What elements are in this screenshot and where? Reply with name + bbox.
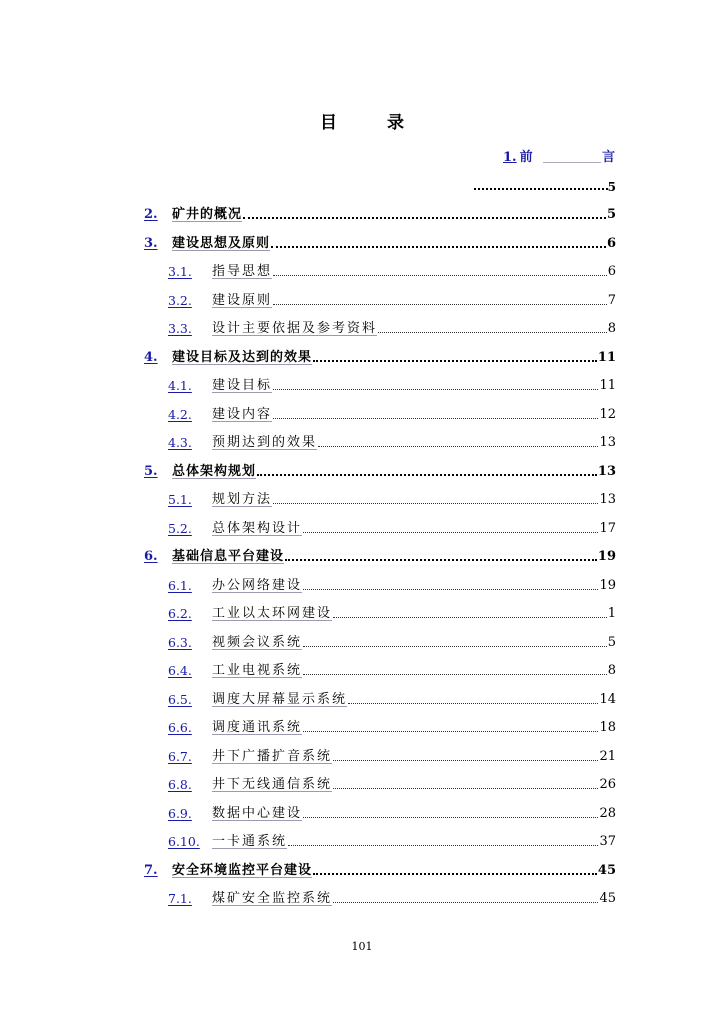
toc-entry-page: 5 — [607, 635, 616, 650]
dot-leader — [285, 559, 597, 561]
toc-entry-title[interactable]: 建设目标及达到的效果 — [172, 350, 313, 365]
toc-entry-title[interactable]: 建设目标 — [212, 378, 273, 393]
toc-entry[interactable] — [144, 229, 616, 253]
toc-entry-title[interactable]: 安全环境监控平台建设 — [172, 863, 313, 878]
dot-leader — [303, 646, 607, 647]
toc-entry[interactable] — [168, 485, 616, 509]
toc-entry-page: 45 — [599, 891, 616, 906]
dot-leader — [474, 188, 608, 190]
toc-entry[interactable] — [168, 571, 616, 595]
toc-entry[interactable] — [144, 457, 616, 481]
toc-entry-number[interactable]: 5.2. — [168, 521, 192, 536]
toc-entry-number[interactable]: 6.7. — [168, 749, 192, 764]
toc-entry-number[interactable]: 3.1. — [168, 264, 192, 279]
toc-entry-number[interactable]: 3.2. — [168, 293, 192, 308]
toc-entry-title[interactable]: 视频会议系统 — [212, 635, 303, 650]
dot-leader — [303, 731, 598, 732]
toc-entry[interactable] — [168, 286, 616, 310]
toc-entry-title[interactable]: 预期达到的效果 — [212, 435, 318, 450]
toc-entry-number[interactable]: 4.1. — [168, 378, 192, 393]
toc-entry-page: 8 — [607, 663, 616, 678]
toc-entry-number[interactable]: 6.10. — [168, 834, 200, 849]
toc-entry-page: 28 — [599, 806, 616, 821]
dot-leader — [303, 589, 598, 590]
dot-leader — [313, 873, 597, 875]
toc-entry-number[interactable]: 6.3. — [168, 635, 192, 650]
toc-entry[interactable] — [168, 599, 616, 623]
toc-entry-underline — [543, 162, 601, 163]
toc-entry[interactable] — [168, 371, 616, 395]
toc-entry-number[interactable]: 6. — [144, 549, 158, 564]
dot-leader — [273, 389, 598, 390]
toc-entry[interactable] — [168, 314, 616, 338]
toc-entry-title[interactable]: 建设思想及原则 — [172, 236, 271, 251]
dot-leader — [271, 246, 606, 248]
toc-entry-title[interactable]: 基础信息平台建设 — [172, 549, 285, 564]
toc-entry-page: 13 — [599, 435, 616, 450]
toc-entry[interactable] — [168, 257, 616, 281]
toc-entry-1[interactable] — [503, 146, 615, 168]
toc-entry-title[interactable]: 规划方法 — [212, 492, 273, 507]
toc-entry-title[interactable]: 工业以太环网建设 — [212, 606, 333, 621]
toc-entry[interactable] — [168, 656, 616, 680]
page-number: 101 — [351, 940, 373, 953]
dot-leader — [333, 617, 607, 618]
toc-entry[interactable] — [168, 685, 616, 709]
dot-leader — [257, 474, 597, 476]
dot-leader — [288, 845, 598, 846]
toc-entry-page: 8 — [607, 321, 616, 336]
toc-entry-page: 1 — [607, 606, 616, 621]
toc-entry[interactable] — [168, 428, 616, 452]
toc-entry-title[interactable]: 建设原则 — [212, 293, 273, 308]
toc-entry-title[interactable]: 指导思想 — [212, 264, 273, 279]
toc-entry[interactable] — [144, 542, 616, 566]
toc-entry-number[interactable]: 7.1. — [168, 891, 192, 906]
toc-entry-title[interactable]: 总体架构设计 — [212, 521, 303, 536]
toc-entry[interactable] — [168, 628, 616, 652]
toc-entry-title[interactable]: 工业电视系统 — [212, 663, 303, 678]
dot-leader — [303, 532, 598, 533]
toc-entry-number[interactable]: 3. — [144, 236, 158, 251]
toc-entry[interactable] — [168, 799, 616, 823]
dot-leader — [273, 304, 607, 305]
toc-entry[interactable] — [168, 400, 616, 424]
toc-entry-page: 19 — [599, 578, 616, 593]
toc-entry-page: 45 — [597, 863, 616, 878]
toc-entry[interactable] — [168, 884, 616, 908]
toc-entry-page: 17 — [599, 521, 616, 536]
toc-entry-number[interactable]: 6.4. — [168, 663, 192, 678]
dot-leader — [273, 418, 598, 419]
toc-entry-page: 5 — [606, 207, 616, 222]
toc-entry-page: 26 — [599, 777, 616, 792]
toc-entry-page: 18 — [599, 720, 616, 735]
toc-entry-title[interactable]: 总体架构规划 — [172, 464, 257, 479]
toc-entry-title[interactable]: 办公网络建设 — [212, 578, 303, 593]
toc-entry-number[interactable]: 2. — [144, 207, 158, 222]
toc-entry-title[interactable]: 井下无线通信系统 — [212, 777, 333, 792]
toc-entry-title-part2[interactable]: 言 — [601, 150, 615, 165]
toc-entry-title[interactable]: 调度大屏幕显示系统 — [212, 692, 348, 707]
dot-leader — [303, 674, 607, 675]
dot-leader — [243, 217, 606, 219]
toc-entry-number[interactable]: 5. — [144, 464, 158, 479]
dot-leader — [378, 332, 607, 333]
toc-entry-number[interactable]: 1. — [503, 150, 517, 165]
toc-entry-number[interactable]: 6.2. — [168, 606, 192, 621]
dot-leader — [303, 817, 598, 818]
toc-entry[interactable] — [168, 514, 616, 538]
toc-entry-page: 7 — [607, 293, 616, 308]
toc-entry-page: 13 — [597, 464, 616, 479]
toc-entry-page: 6 — [607, 264, 616, 279]
toc-entry[interactable] — [168, 742, 616, 766]
toc-entry-number[interactable]: 6.9. — [168, 806, 192, 821]
toc-entry[interactable] — [168, 713, 616, 737]
toc-entry[interactable] — [168, 827, 616, 851]
toc-entry-page: 19 — [597, 549, 616, 564]
toc-entry-number[interactable]: 6.5. — [168, 692, 192, 707]
toc-entry-title[interactable]: 建设内容 — [212, 407, 273, 422]
toc-entry-number[interactable]: 4. — [144, 350, 158, 365]
toc-entry[interactable] — [144, 200, 616, 224]
toc-entry-title[interactable]: 数据中心建设 — [212, 806, 303, 821]
toc-entry-title[interactable]: 矿井的概况 — [172, 207, 243, 222]
toc-entry-page: 37 — [599, 834, 616, 849]
toc-title: 目 录 — [320, 113, 426, 133]
toc-entry-1-leader-row — [474, 176, 616, 194]
toc-entry-title[interactable]: 一卡通系统 — [212, 834, 288, 849]
toc-entry[interactable] — [144, 856, 616, 880]
toc-entry-number[interactable]: 4.3. — [168, 435, 192, 450]
toc-entry-page: 21 — [599, 749, 616, 764]
toc-entry[interactable] — [144, 343, 616, 367]
toc-entry-title[interactable]: 调度通讯系统 — [212, 720, 303, 735]
toc-entry-page: 11 — [597, 350, 616, 365]
dot-leader — [348, 703, 598, 704]
dot-leader — [273, 503, 598, 504]
toc-entry-number[interactable]: 5.1. — [168, 492, 192, 507]
toc-entry-page: 12 — [599, 407, 616, 422]
toc-entry-page: 6 — [606, 236, 616, 251]
toc-entry[interactable] — [168, 770, 616, 794]
dot-leader — [333, 902, 598, 903]
toc-entry-page: 11 — [599, 378, 616, 393]
toc-entry-number[interactable]: 6.1. — [168, 578, 192, 593]
toc-entry-number[interactable]: 7. — [144, 863, 158, 878]
toc-entry-number[interactable]: 3.3. — [168, 321, 192, 336]
toc-entry-title[interactable]: 井下广播扩音系统 — [212, 749, 333, 764]
toc-entry-title[interactable]: 设计主要依据及参考资料 — [212, 321, 378, 336]
toc-entry-title[interactable]: 煤矿安全监控系统 — [212, 891, 333, 906]
toc-entry-number[interactable]: 6.6. — [168, 720, 192, 735]
dot-leader — [273, 275, 607, 276]
toc-entry-page: 13 — [599, 492, 616, 507]
dot-leader — [333, 788, 598, 789]
dot-leader — [333, 760, 598, 761]
toc-entry-title-part1[interactable]: 前 — [519, 150, 533, 165]
toc-entry-page: 5 — [607, 180, 616, 194]
toc-entry-number[interactable]: 6.8. — [168, 777, 192, 792]
dot-leader — [313, 360, 597, 362]
toc-entry-number[interactable]: 4.2. — [168, 407, 192, 422]
toc-entry-page: 14 — [599, 692, 616, 707]
dot-leader — [318, 446, 598, 447]
